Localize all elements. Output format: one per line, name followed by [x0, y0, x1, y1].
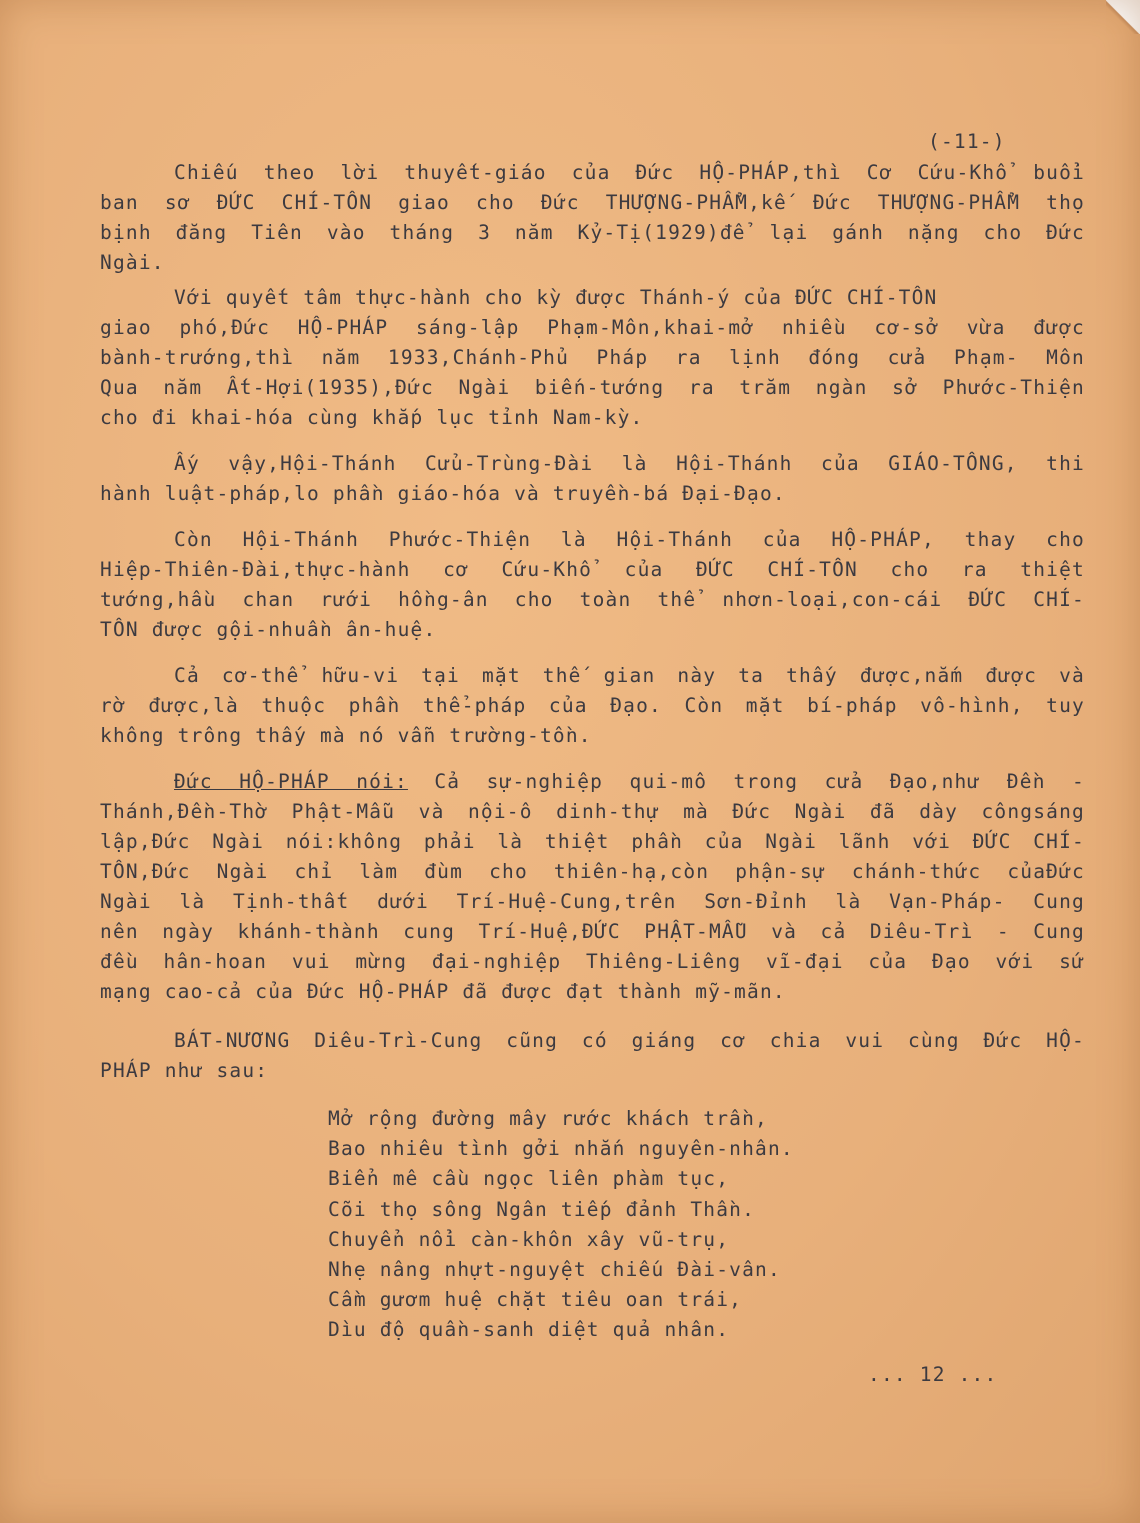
text-line: Chiếu theo lời thuyết-giáo của Đức HỘ-PHÁP,thì Cơ Cứu-Khổ buổi: [174, 161, 1085, 184]
paragraph-7: [100, 1026, 1085, 1086]
text-line: bịnh đăng Tiên vào tháng 3 năm Kỷ-Tị(1929)để lại gánh nặng cho Đức: [100, 221, 1085, 244]
folded-corner: [1106, 0, 1140, 34]
text-line: TÔN,Đức Ngài chỉ làm đùm cho thiên-hạ,còn phận-sự chánh-thức củaĐức: [100, 860, 1085, 883]
text-line: BÁT-NƯƠNG Diêu-Trì-Cung cũng có giáng cơ chia vui cùng Đức HỘ-: [174, 1029, 1085, 1052]
text-line: bành-trướng,thì năm 1933,Chánh-Phủ Pháp ra lịnh đóng cửa Phạm- Môn: [100, 346, 1085, 369]
text-line: ban sơ ĐỨC CHÍ-TÔN giao cho Đức THƯỢNG-PHẨM,kế Đức THƯỢNG-PHẨM thọ: [100, 191, 1085, 214]
poem-line: Bao nhiêu tình gởi nhắn nguyên-nhân.: [328, 1137, 794, 1161]
text-line: Ngài.: [100, 251, 165, 274]
text-line: không trông thấy mà nó vẫn trường-tồn.: [100, 724, 592, 747]
poem: [328, 1104, 794, 1346]
paragraph-5: [100, 661, 1085, 751]
poem-line: Cầm gươm huệ chặt tiêu oan trái,: [328, 1288, 743, 1312]
text-line: Còn Hội-Thánh Phước-Thiện là Hội-Thánh của HỘ-PHÁP, thay cho: [174, 528, 1085, 551]
text-line: lập,Đức Ngài nói:không phải là thiệt phần của Ngài lãnh với ĐỨC CHÍ-: [100, 830, 1085, 853]
poem-line: Chuyển nổi càn-khôn xây vũ-trụ,: [328, 1227, 730, 1251]
paragraph-2: [100, 283, 1085, 433]
text-line: Thánh,Đền-Thờ Phật-Mẫu và nội-ô dinh-thự mà Đức Ngài đã dày côngsáng: [100, 800, 1085, 823]
speaker-label: Đức HỘ-PHÁP nói:: [174, 770, 408, 793]
paragraph-6: [100, 767, 1085, 1007]
text-line: nên ngày khánh-thành cung Trí-Huệ,ĐỨC PHẬT-MẪU và cả Diêu-Trì - Cung: [100, 920, 1085, 943]
page-number: (-11-): [928, 130, 1006, 153]
paragraph-4: [100, 525, 1085, 645]
text-line: rờ được,là thuộc phần thể-pháp của Đạo. Còn mặt bí-pháp vô-hình, tuy: [100, 694, 1085, 717]
poem-line: Mở rộng đường mây rước khách trần,: [328, 1107, 768, 1130]
text-line: hành luật-pháp,lo phần giáo-hóa và truyền-bá Đại-Đạo.: [100, 482, 786, 505]
text-line: đều hân-hoan vui mừng đại-nghiệp Thiêng-Liêng vĩ-đại của Đạo với sứ: [100, 950, 1085, 973]
text-line: Cả cơ-thể hữu-vi tại mặt thế gian này ta thấy được,nắm được và: [174, 664, 1085, 687]
poem-line: Biển mê cầu ngọc liên phàm tục,: [328, 1167, 730, 1191]
text-line: Ngài là Tịnh-thất dưới Trí-Huệ-Cung,trên Sơn-Đỉnh là Vạn-Pháp- Cung: [100, 890, 1085, 913]
text-line: Đức HỘ-PHÁP nói: Cả sự-nghiệp qui-mô trong cửa Đạo,như Đền -: [174, 770, 1085, 793]
text-line: mạng cao-cả của Đức HỘ-PHÁP đã được đạt thành mỹ-mãn.: [100, 980, 786, 1003]
paragraph-3: [100, 449, 1085, 509]
text-line: Qua năm Ất-Hợi(1935),Đức Ngài biến-tướng ra trăm ngàn sở Phước-Thiện: [100, 376, 1085, 399]
text-line: PHÁP như sau:: [100, 1059, 269, 1082]
text-line: Hiệp-Thiên-Đài,thực-hành cơ Cứu-Khổ của ĐỨC CHÍ-TÔN cho ra thiệt: [100, 558, 1085, 581]
text-line: Với quyết tâm thực-hành cho kỳ được Thánh-ý của ĐỨC CHÍ-TÔN: [174, 286, 938, 309]
paragraph-1: [100, 158, 1085, 278]
text-line: Ấy vậy,Hội-Thánh Cửu-Trùng-Đài là Hội-Thánh của GIÁO-TÔNG, thi: [174, 452, 1085, 475]
text-line: giao phó,Đức HỘ-PHÁP sáng-lập Phạm-Môn,khai-mở nhiều cơ-sở vừa được: [100, 316, 1085, 339]
continuation-marker: ... 12 ...: [868, 1363, 998, 1386]
text-line: tướng,hầu chan rưới hồng-ân cho toàn thể nhơn-loại,con-cái ĐỨC CHÍ-: [100, 588, 1085, 611]
text-line: TÔN được gội-nhuần ân-huệ.: [100, 618, 437, 641]
poem-line: Nhẹ nâng nhựt-nguyệt chiếu Đài-vân.: [328, 1258, 781, 1282]
poem-line: Dìu độ quần-sanh diệt quả nhân.: [328, 1318, 730, 1342]
poem-line: Cõi thọ sông Ngân tiếp đảnh Thần.: [328, 1197, 756, 1221]
text-line: cho đi khai-hóa cùng khắp lục tỉnh Nam-kỳ.: [100, 406, 644, 429]
